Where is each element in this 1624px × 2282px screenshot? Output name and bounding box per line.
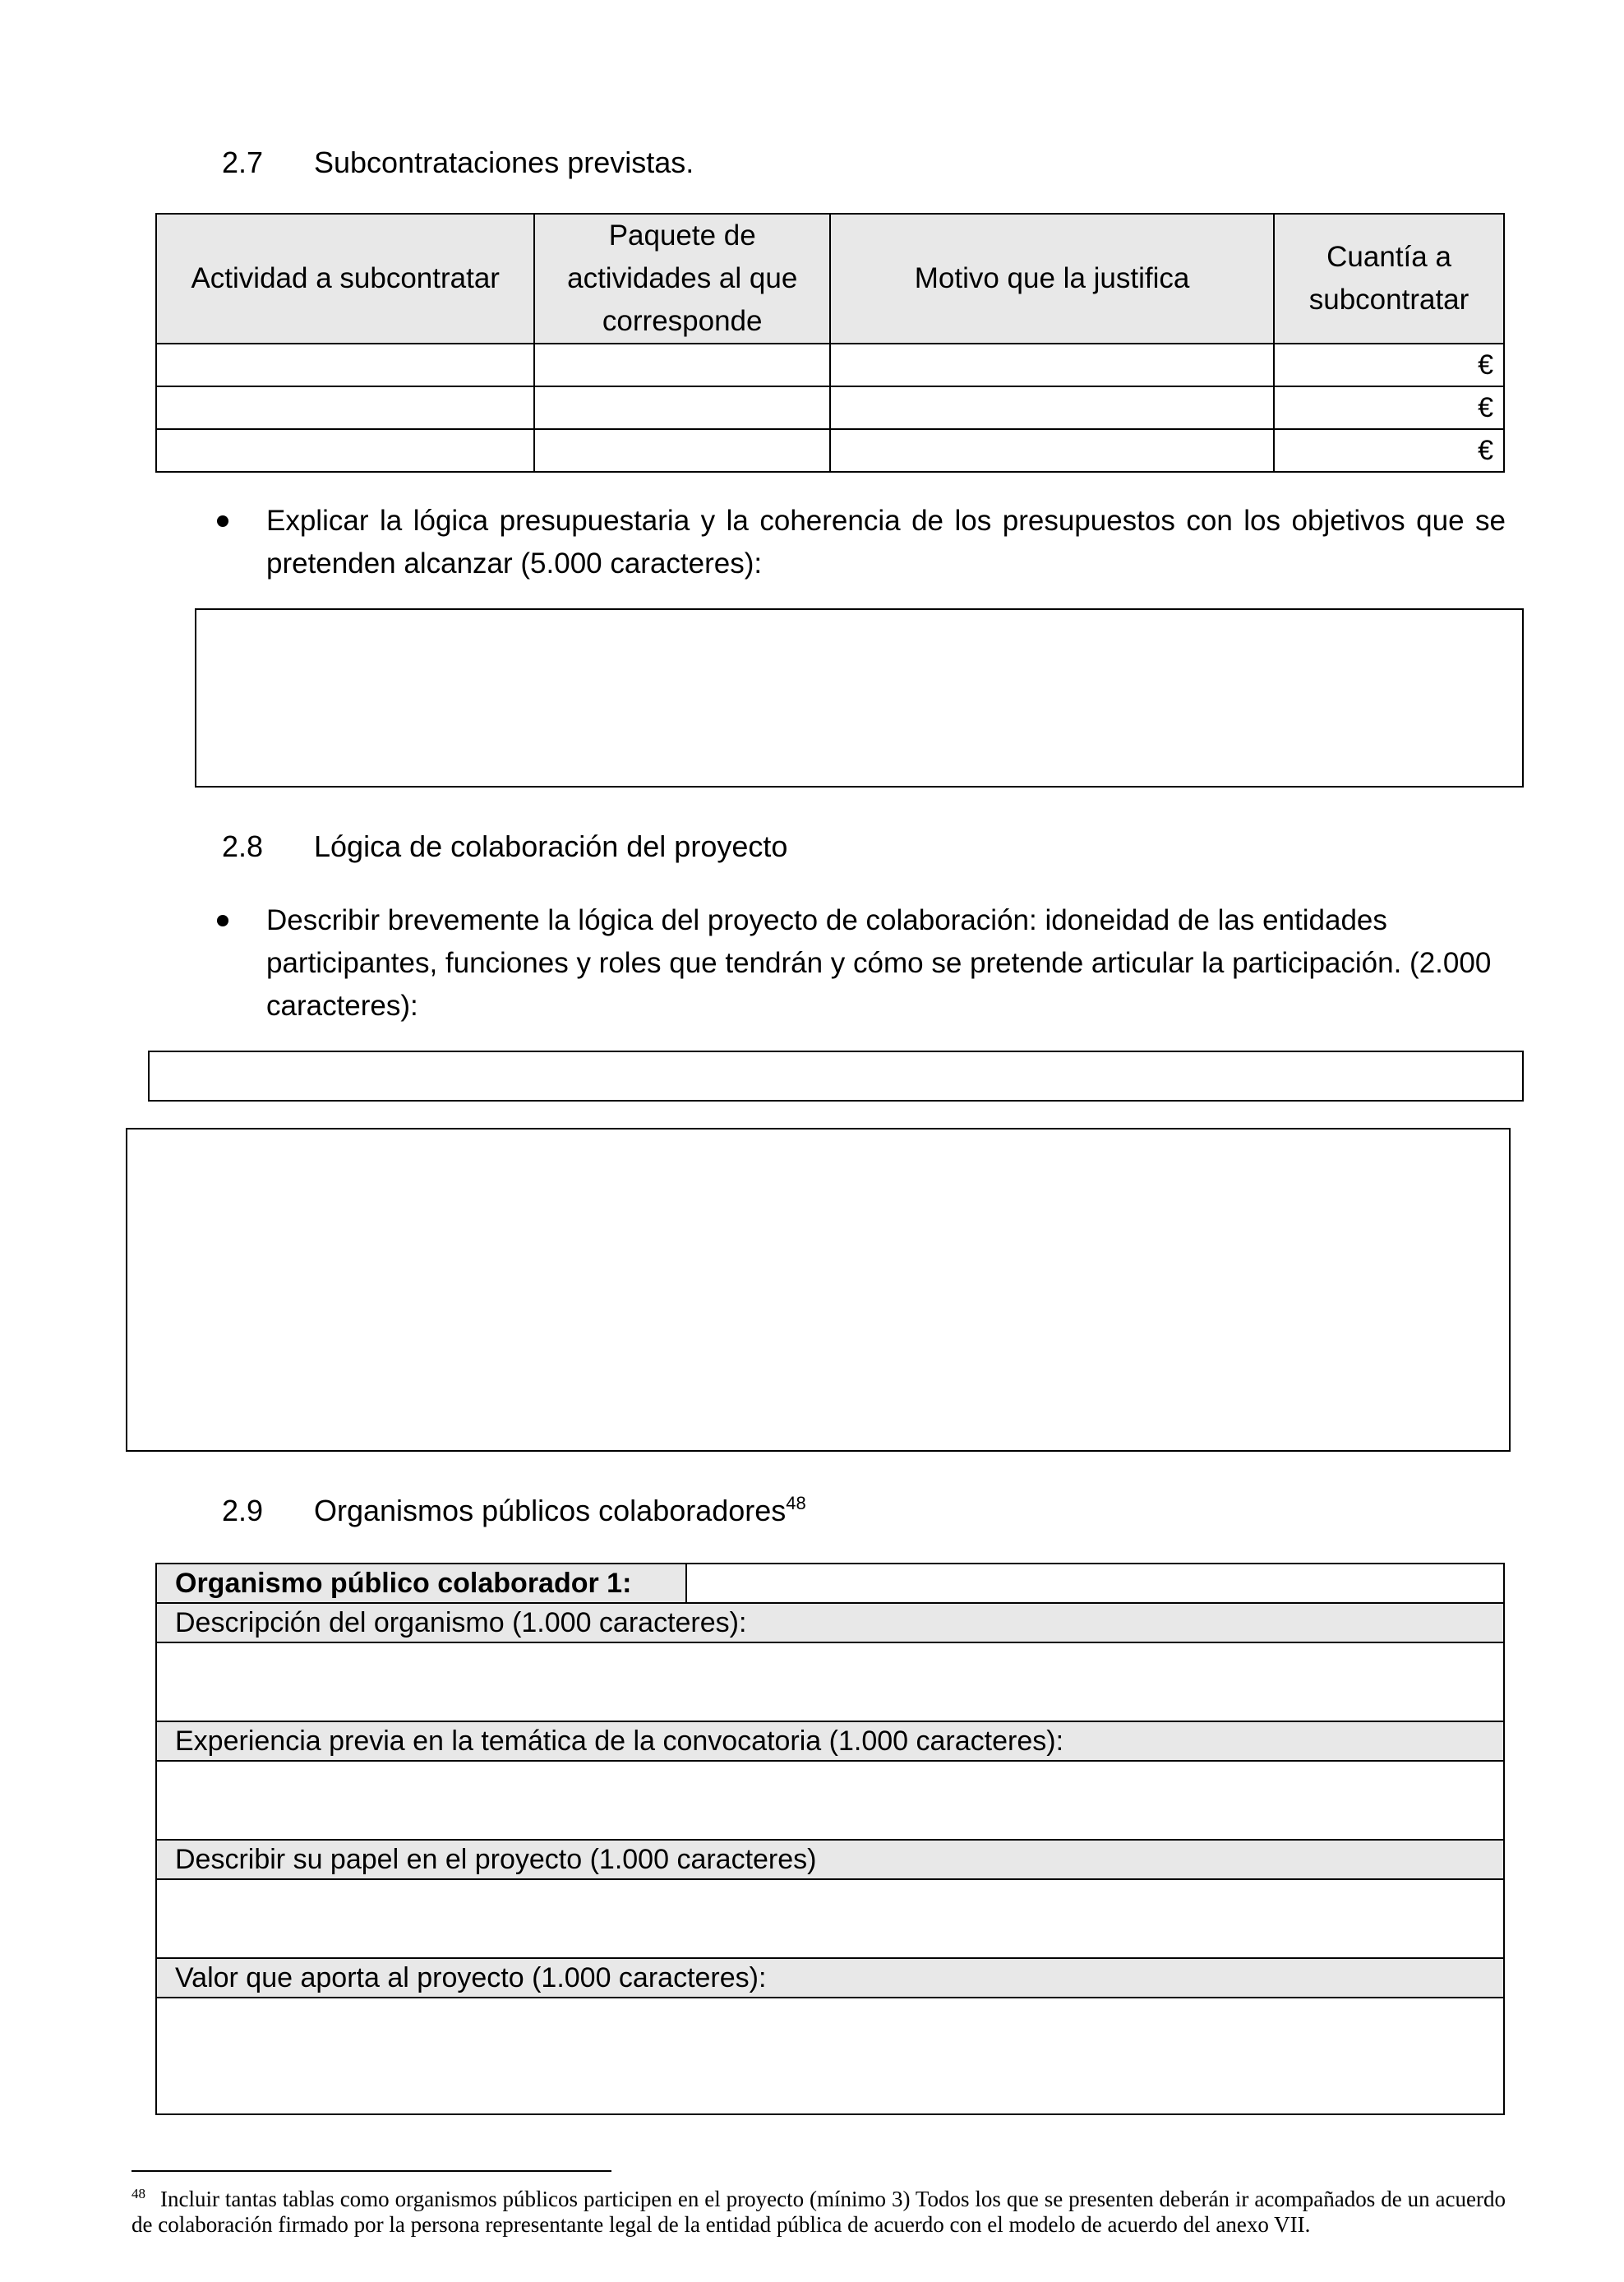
reason-cell[interactable] (830, 429, 1274, 472)
activity-cell[interactable] (156, 344, 534, 386)
table-row (156, 1998, 1504, 2114)
description-label: Descripción del organismo (1.000 caracteres): (156, 1603, 1504, 1642)
section-title: Subcontrataciones previstas. (314, 146, 694, 179)
table-row (156, 1958, 1504, 1998)
table-row (156, 1840, 1504, 1879)
organism-title: Organismo público colaborador 1: (156, 1564, 686, 1603)
experience-field[interactable] (156, 1761, 1504, 1840)
budget-text-area[interactable] (195, 608, 1524, 788)
activity-cell[interactable] (156, 429, 534, 472)
organism-title-row (156, 1564, 1504, 1603)
column-header: Actividad a subcontratar (156, 214, 534, 344)
subcontract-table (155, 213, 1505, 473)
collaboration-text-area[interactable] (126, 1128, 1511, 1452)
section-2-9-heading (222, 1493, 1208, 1529)
amount-cell[interactable]: € (1274, 386, 1504, 429)
section-2-7-heading (222, 145, 1208, 181)
organism-table (155, 1563, 1505, 2115)
table-row (156, 386, 1504, 429)
footnote-ref[interactable]: 48 (786, 1493, 806, 1513)
description-field[interactable] (156, 1642, 1504, 1721)
bullet-text: Describir brevemente la lógica del proyecto de colaboración: idoneidad de las entidades participantes, funciones y roles que tendrán y cómo se pretende articular la participación. (2.000 caracteres): (266, 904, 1492, 1022)
table-row (156, 1721, 1504, 1761)
bullet-icon (217, 915, 228, 926)
section-2-8-heading (222, 829, 1208, 865)
bullet-icon (217, 515, 228, 527)
table-row (156, 344, 1504, 386)
value-field[interactable] (156, 1998, 1504, 2114)
bullet-budget (217, 500, 1506, 590)
organism-name-cell[interactable] (686, 1564, 1504, 1603)
package-cell[interactable] (534, 386, 830, 429)
experience-label: Experiencia previa en la temática de la convocatoria (1.000 caracteres): (156, 1721, 1504, 1761)
column-header: Motivo que la justifica (830, 214, 1274, 344)
table-row (156, 429, 1504, 472)
column-header: Cuantía a subcontratar (1274, 214, 1504, 344)
footnote-text: Incluir tantas tablas como organismos públicos participen en el proyecto (mínimo 3) Todos los que se presenten deberán ir acompañados de un acuerdo de colaboración firmado por la persona representante legal de la entidad pública de acuerdo con el modelo de acuerdo del anexo VII. (131, 2187, 1506, 2237)
value-label: Valor que aporta al proyecto (1.000 caracteres): (156, 1958, 1504, 1998)
activity-cell[interactable] (156, 386, 534, 429)
role-label: Describir su papel en el proyecto (1.000 caracteres) (156, 1840, 1504, 1879)
footnote (131, 2187, 1506, 2238)
section-title (314, 1493, 806, 1529)
table-row (156, 1603, 1504, 1642)
package-cell[interactable] (534, 429, 830, 472)
section-number: 2.8 (222, 829, 264, 863)
footnote-number: 48 (131, 2186, 145, 2201)
section-number: 2.7 (222, 146, 264, 179)
table-row (156, 1642, 1504, 1721)
table-row (156, 1879, 1504, 1958)
section-number: 2.9 (222, 1494, 264, 1527)
bullet-collaboration (217, 899, 1506, 1031)
footnote-separator (131, 2170, 611, 2172)
amount-cell[interactable]: € (1274, 344, 1504, 386)
package-cell[interactable] (534, 344, 830, 386)
reason-cell[interactable] (830, 344, 1274, 386)
role-field[interactable] (156, 1879, 1504, 1958)
collaboration-short-field[interactable] (148, 1051, 1524, 1102)
bullet-text: Explicar la lógica presupuestaria y la coherencia de los presupuestos con los objetivos que se pretenden alcanzar (5.000 caracteres): (266, 505, 1506, 580)
section-title: Lógica de colaboración del proyecto (314, 829, 788, 863)
reason-cell[interactable] (830, 386, 1274, 429)
amount-cell[interactable]: € (1274, 429, 1504, 472)
table-header-row (156, 214, 1504, 344)
section-title-text: Organismos públicos colaboradores (314, 1494, 787, 1527)
table-row (156, 1761, 1504, 1840)
column-header: Paquete de actividades al que corresponde (534, 214, 830, 344)
